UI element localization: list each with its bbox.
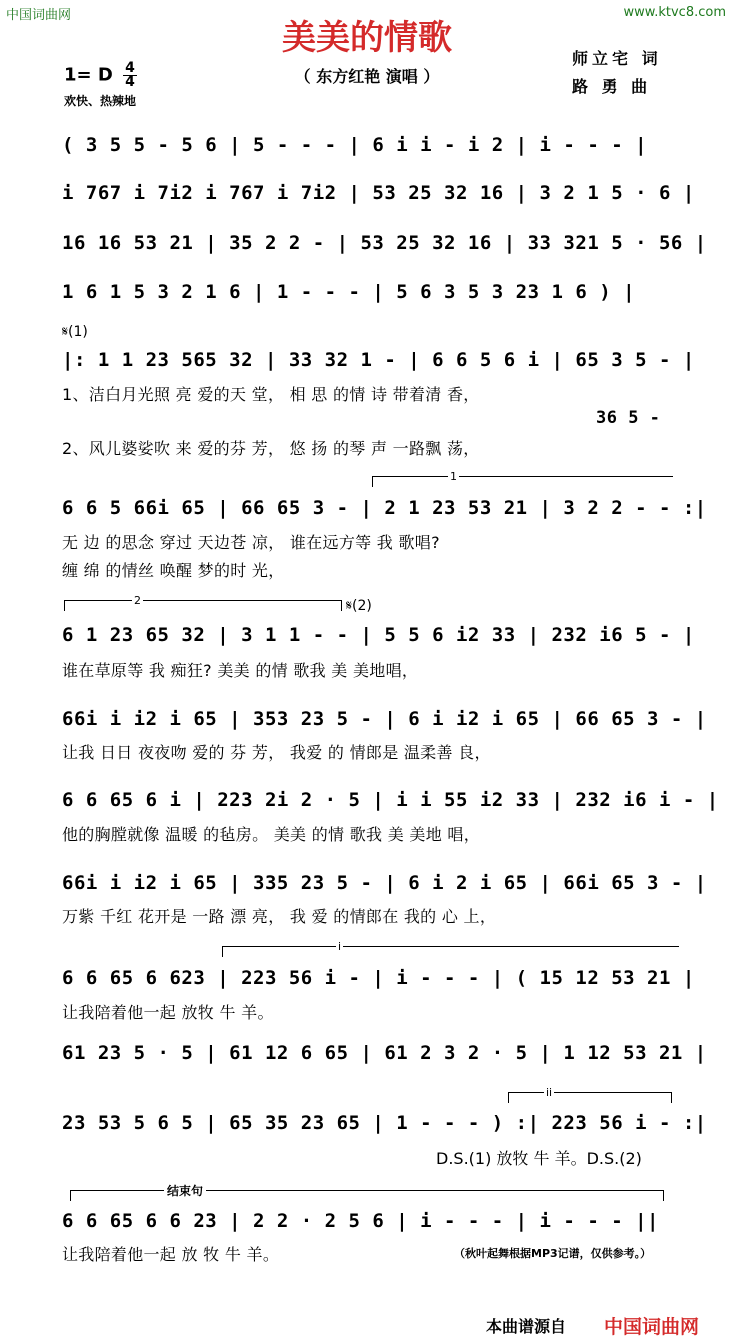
score-row-3: 16 16 53 21 | 35 2 2 - | 53 25 32 16 | 33 321 5 · 56 | <box>62 232 707 254</box>
volta-label-ii: ii <box>546 1086 553 1099</box>
key-signature <box>64 62 137 89</box>
score-row-14: 6 6 65 6 6 23 | 2 2 · 2 5 6 | i - - - | i - - - || <box>62 1210 659 1232</box>
footer-source-label: 本曲谱源自 <box>486 1317 567 1336</box>
composer-credit: 路 勇 曲 <box>572 77 652 96</box>
time-top: 4 <box>125 60 135 76</box>
lyric-row-10: 让我陪着他一起 放 牧 牛 羊。 <box>62 1245 280 1264</box>
volta-bracket-2 <box>64 600 342 611</box>
tempo-marking: 欢快、热辣地 <box>64 94 137 108</box>
volta-bracket-i <box>222 946 679 957</box>
lyric-row-9: 让我陪着他一起 放牧 牛 羊。 <box>62 1003 274 1022</box>
ending-label: 结束句 <box>164 1182 206 1199</box>
lyric-row-3: 无 边 的思念 穿过 天边苍 凉， 谁在远方等 我 歌唱? <box>62 533 440 552</box>
song-title: 美美的情歌 <box>282 18 452 58</box>
score-row-11: 6 6 65 6 623 | 223 56 i - | i - - - | ( 15 12 53 21 | <box>62 967 695 989</box>
alt-measure: 36 5 - <box>596 408 661 428</box>
performer-line: （ 东方红艳 演唱 ） <box>294 67 440 86</box>
site-url-right[interactable]: www.ktvc8.com <box>623 5 726 20</box>
score-row-1: ( 3 5 5 - 5 6 | 5 - - - | 6 i i - i 2 | i - - - | <box>62 134 648 156</box>
lyric-row-5: 谁在草原等 我 痴狂? 美美 的情 歌我 美 美地唱， <box>62 661 419 680</box>
lyricist-credit: 师立宅 词 <box>572 49 662 68</box>
lyric-row-8: 万紫 千红 花开是 一路 漂 亮， 我 爱 的情郎在 我的 心 上， <box>62 907 497 926</box>
segno-2-label: 𝄋(2) <box>346 598 372 614</box>
ending-bracket <box>70 1190 664 1201</box>
score-row-12: 61 23 5 · 5 | 61 12 6 65 | 61 2 3 2 · 5 | 1 12 53 21 | <box>62 1042 707 1064</box>
score-row-9: 6 6 65 6 i | 223 2i 2 · 5 | i i 55 i2 33 | 232 i6 i - | <box>62 789 719 811</box>
score-row-6: 6 6 5 66i 65 | 66 65 3 - | 2 1 23 53 21 | 3 2 2 - - :| <box>62 497 707 519</box>
score-row-2: i 767 i 7i2 i 767 i 7i2 | 53 25 32 16 | 3 2 1 5 · 6 | <box>62 182 695 204</box>
time-signature <box>123 62 137 89</box>
ds-instruction: D.S.(1) 放牧 牛 羊。D.S.(2) <box>436 1149 642 1168</box>
volta-label-2: 2 <box>134 594 141 607</box>
lyric-row-4: 缠 绵 的情丝 唤醒 梦的时 光， <box>62 561 285 580</box>
lyric-row-2: 2、风儿婆娑吹 来 爱的芬 芳， 悠 扬 的琴 声 一路飘 荡， <box>62 439 480 458</box>
score-row-5: |: 1 1 23 565 32 | 33 32 1 - | 6 6 5 6 i | 65 3 5 - | <box>62 349 695 371</box>
footer-site-name[interactable]: 中国词曲网 <box>604 1316 700 1338</box>
volta-bracket-1 <box>372 476 673 487</box>
lyric-row-6: 让我 日日 夜夜吻 爱的 芬 芳， 我爱 的 情郎是 温柔善 良， <box>62 743 491 762</box>
volta-label-1: 1 <box>450 470 457 483</box>
score-row-8: 66i i i2 i 65 | 353 23 5 - | 6 i i2 i 65 | 66 65 3 - | <box>62 708 707 730</box>
score-row-4: 1 6 1 5 3 2 1 6 | 1 - - - | 5 6 3 5 3 23 1 6 ) | <box>62 281 636 303</box>
score-row-10: 66i i i2 i 65 | 335 23 5 - | 6 i 2 i 65 | 66i 65 3 - | <box>62 872 707 894</box>
segno-1-label: 𝄋(1) <box>62 324 88 340</box>
key-label: 1= D <box>64 64 113 86</box>
volta-label-i: i <box>338 940 342 953</box>
transcription-note: （秋叶起舞根据MP3记谱，仅供参考。） <box>454 1247 652 1260</box>
site-name-left[interactable]: 中国词曲网 <box>6 8 72 23</box>
volta-bracket-ii <box>508 1092 672 1103</box>
lyric-row-7: 他的胸膛就像 温暖 的毡房。 美美 的情 歌我 美 美地 唱， <box>62 825 480 844</box>
score-row-7: 6 1 23 65 32 | 3 1 1 - - | 5 5 6 i2 33 | 232 i6 5 - | <box>62 624 695 646</box>
score-row-13: 23 53 5 6 5 | 65 35 23 65 | 1 - - - ) :| 223 56 i - :| <box>62 1112 707 1134</box>
time-bottom: 4 <box>125 74 135 90</box>
lyric-row-1: 1、洁白月光照 亮 爱的天 堂， 相 思 的情 诗 带着清 香， <box>62 385 480 404</box>
